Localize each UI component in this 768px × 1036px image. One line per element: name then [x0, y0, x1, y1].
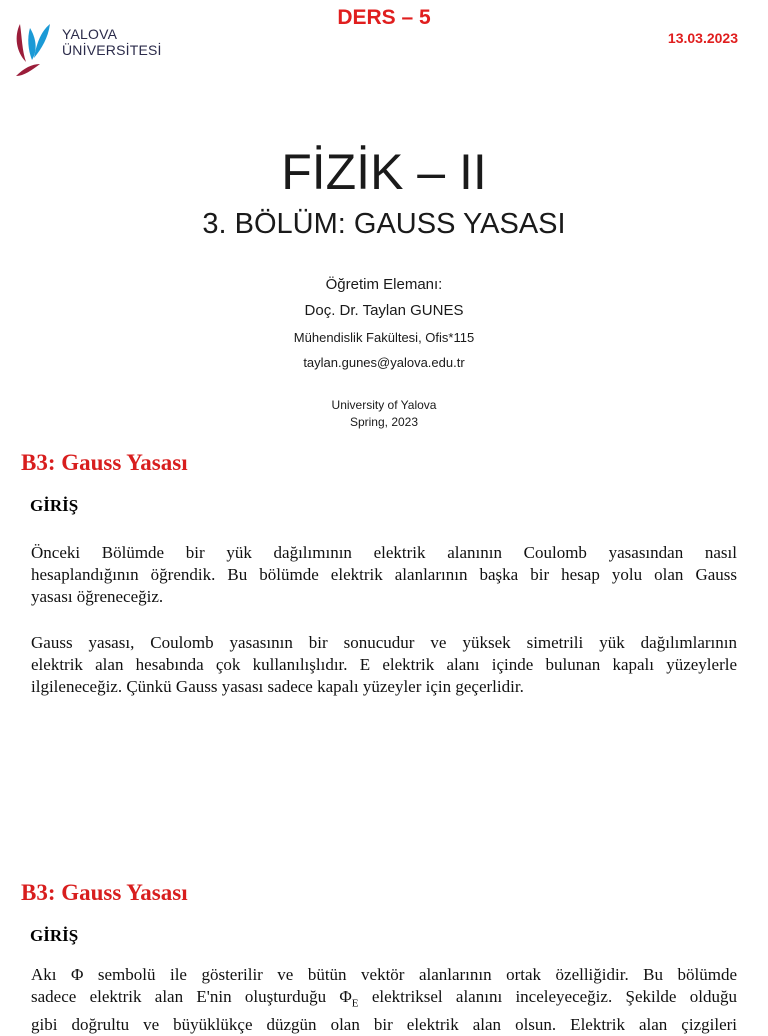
office-info: Mühendislik Fakültesi, Ofis*115	[293, 330, 475, 345]
university-logo-text	[62, 26, 162, 58]
section-heading: B3: Gauss Yasası	[21, 880, 188, 905]
content-slide-1	[0, 436, 768, 866]
paragraph-2-line: ilgileneceğiz. Çünkü Gauss yasası sadece kapalı yüzeyler için geçerlidir.	[31, 677, 524, 696]
paragraph-1-line: hesaplandığının öğrendik. Bu bölümde elektrik alanlarının başka bir hesap yolu olan Gauss	[31, 565, 737, 584]
title-slide	[0, 0, 768, 436]
paragraph-3-line: gibi doğrultu ve büyüklükçe düzgün olan bir elektrik alan olsun. Elektrik alan çizgileri	[31, 1015, 737, 1035]
paragraph-1-line: yasası öğreneceğiz.	[31, 587, 164, 606]
lesson-number: DERS – 5	[337, 6, 431, 29]
paragraph-1	[31, 542, 737, 608]
course-title: FİZİK – II	[281, 144, 487, 200]
paragraph-2-line: elektrik alan hesabında çok kullanılışlıdır. E elektrik alanı içinde bulunan kapalı yüzeylerle	[31, 655, 737, 674]
university-name: University of Yalova	[331, 398, 437, 412]
text-fragment: sadece elektrik alan E'nin oluşturduğu Φ	[31, 987, 352, 1006]
flux-subscript: E	[351, 997, 359, 1010]
email-address: taylan.gunes@yalova.edu.tr	[303, 355, 465, 370]
paragraph-2	[31, 632, 737, 698]
term: Spring, 2023	[349, 415, 419, 429]
paragraph-3-line	[31, 986, 737, 1014]
lesson-date: 13.03.2023	[667, 30, 738, 46]
text-fragment: elektriksel alanını inceleyeceğiz. Şekilde olduğu	[358, 987, 737, 1006]
section-heading: B3: Gauss Yasası	[21, 450, 188, 475]
section-subheading: GİRİŞ	[30, 926, 79, 945]
paragraph-3-line: Akı Φ sembolü ile gösterilir ve bütün vektör alanlarının ortak özelliğidir. Bu bölümde	[31, 965, 737, 984]
instructor-label: Öğretim Elemanı:	[325, 276, 443, 293]
paragraph-3	[31, 964, 737, 1036]
logo-line-2: ÜNİVERSİTESİ	[62, 42, 162, 58]
paragraph-2-line: Gauss yasası, Coulomb yasasının bir sonucudur ve yüksek simetrili yük dağılımlarının	[31, 633, 737, 652]
chapter-title: 3. BÖLÜM: GAUSS YASASI	[202, 208, 566, 240]
logo-line-1: YALOVA	[62, 26, 118, 42]
content-slide-2	[0, 866, 768, 1035]
section-subheading: GİRİŞ	[30, 496, 79, 515]
paragraph-1-line: Önceki Bölümde bir yük dağılımının elektrik alanının Coulomb yasasından nasıl	[31, 543, 737, 562]
instructor-name: Doç. Dr. Taylan GUNES	[304, 302, 464, 319]
